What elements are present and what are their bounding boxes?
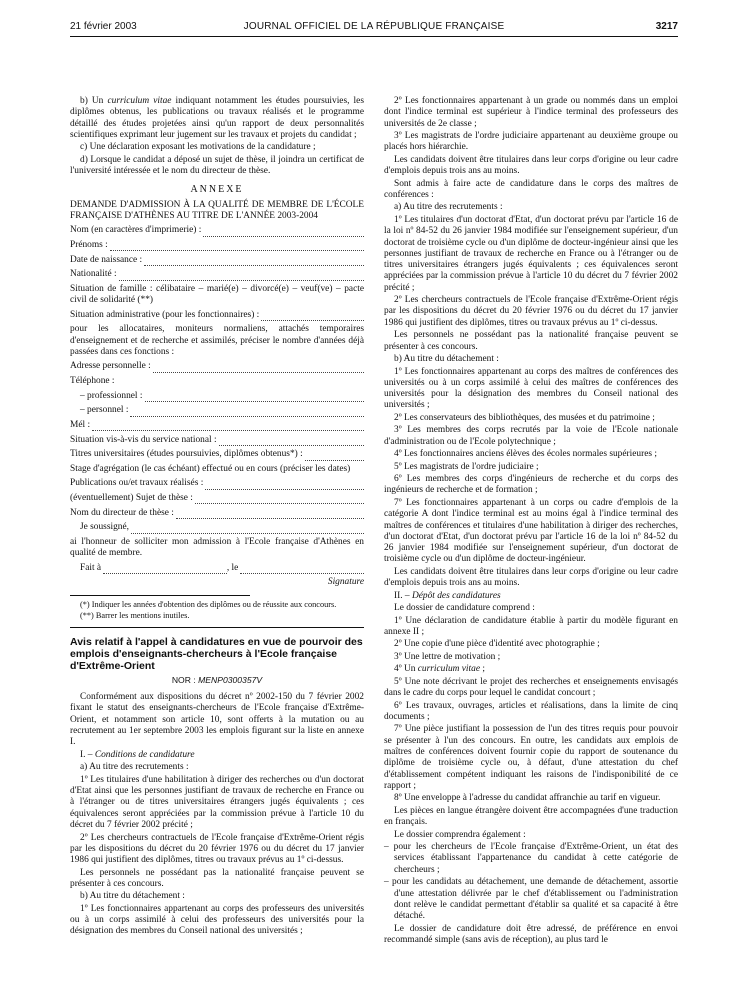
section-separator: [70, 627, 364, 628]
form-directeur: Nom du directeur de thèse :: [70, 508, 364, 519]
intro-d: d) Lorsque le candidat a déposé un sujet de thèse, il joindra un certificat de l'université intéressée et le nom du directeur de thèse.: [70, 154, 364, 177]
right-para-10: 1º Les fonctionnaires appartenant au corps des maîtres de conférences des universités ou à un corps assimilé à celui des maîtres de conférences des universités pour la désignation des membres du Conseil national des universités ;: [384, 366, 678, 411]
right-para-9: b) Au titre du détachement :: [394, 354, 499, 365]
form-administrative: Situation administrative (pour les fonctionnaires) :: [70, 310, 364, 321]
right-para-6: 1º Les titulaires d'un doctorat d'Etat, d'un doctorat prévu par l'article 16 de la loi nº 84-52 du 26 janvier 1984 modifiée sur l'enseignement supérieur, d'un doctorat de troisième cycle ou d'un diplôme de docteur-ingénieur ainsi que les personnes justifiant de travaux de recherche en France ou à l'étranger ou de titres universitaires étrangers jugés équivalents ; ces équivalences seront appréciées par la commission prévue à l'article 10 du décret du 7 février 2002 précité ;: [384, 214, 678, 293]
form-prenoms: Prénoms :: [70, 240, 364, 251]
right-para-14: 5º Les magistrats de l'ordre judiciaire ;: [394, 461, 539, 472]
section-1-heading: I. – Conditions de candidature: [80, 749, 195, 760]
right-para-17: Les candidats doivent être titulaires dans leur corps d'origine ou leur cadre d'emplois depuis trois ans au moins.: [384, 566, 678, 589]
form-honneur: ai l'honneur de solliciter mon admission à l'Ecole française d'Athènes en qualité de membre.: [70, 537, 364, 559]
page-header: [70, 18, 678, 36]
right-para-12: 3º Les membres des corps recrutés par la voie de l'Ecole nationale d'administration ou de l'Ecole polytechnique ;: [384, 425, 678, 447]
left-item-2: 2º Les chercheurs contractuels de l'Ecole française d'Extrême-Orient régis par les dispositions du décret du 20 février 1976 ou du décret du 17 janvier 1986 qui justifient des diplômes, titres ou travaux prévus au 1º ci-dessus.: [70, 832, 364, 866]
right-para-22: 4º Un curriculum vitae ;: [394, 664, 485, 675]
demande-title: DEMANDE D'ADMISSION À LA QUALITÉ DE MEMBRE DE L'ÉCOLE FRANÇAISE D'ATHÈNES AU TITRE DE L'ANNÉE 2003-2004: [70, 199, 364, 222]
form-nationalite: Nationalité :: [70, 269, 364, 280]
right-para-25: 7º Une pièce justifiant la possession de l'un des titres requis pour pouvoir se présenter à l'un des concours. En outre, les candidats aux emplois de maîtres de conférences doivent fournir copie du rapport de soutenance du diplôme de troisième cycle ou, à défaut, d'une attestation du chef d'établissement compétent indiquant les raisons de l'indisponibilité de ce rapport ;: [384, 724, 678, 791]
form-mel: Mél :: [70, 420, 364, 431]
b-detachement: b) Au titre du détachement :: [80, 891, 185, 902]
form-sujet: (éventuellement) Sujet de thèse :: [70, 493, 364, 504]
right-para-27: Les pièces en langue étrangère doivent être accompagnées d'une traduction en français.: [384, 805, 678, 828]
right-para-4: Sont admis à faire acte de candidature dans le corps des maîtres de conférences :: [384, 178, 678, 200]
annexe-title: ANNEXE: [190, 184, 244, 196]
footnote-1: (*) Indiquer les années d'obtention des diplômes ou de réussite aux concours.: [80, 599, 337, 609]
right-para-2: 3º Les magistrats de l'ordre judiciaire appartenant au deuxième groupe ou placés hors hiérarchie.: [384, 131, 678, 153]
footnote-2: (**) Barrer les mentions inutiles.: [80, 610, 190, 620]
intro-c: c) Une déclaration exposant les motivations de la candidature ;: [80, 142, 316, 153]
right-para-13: 4º Les fonctionnaires anciens élèves des écoles normales supérieures ;: [394, 449, 657, 460]
conformement-paragraph: Conformément aux dispositions du décret nº 2002-150 du 7 février 2002 fixant le statut des enseignants-chercheurs de l'Ecole française d'Extrême-Orient, et notamment son article 10, sont offerts à la mutation ou au recrutement au 1er septembre 2003 les emplois figurant sur la liste en annexe I.: [70, 692, 364, 748]
right-para-24: 6º Les travaux, ouvrages, articles et réalisations, dans la limite de cinq documents ;: [384, 700, 678, 722]
left-item-1: 1º Les titulaires d'une habilitation à diriger des recherches ou d'un doctorat d'Etat ainsi que les personnes justifiant de travaux de recherche en France ou à l'étranger ou de titres universitaires étrangers jugés équivalents ; ces équivalences seront appréciées par la commission prévue à l'article 10 du décret du 7 février 2002 précité ;: [70, 774, 364, 831]
header-rule: [70, 36, 678, 37]
form-personnel: – personnel :: [70, 405, 364, 416]
section-2-heading: II. – Dépôt des candidatures: [394, 590, 501, 601]
right-para-7: 2º Les chercheurs contractuels de l'Ecole française d'Extrême-Orient régis par les dispositions du décret du 20 février 1976 ou du décret du 17 janvier 1986 qui justifient des diplômes, titres ou travaux prévus au 1º ci-dessus.: [384, 295, 678, 328]
form-naissance: Date de naissance :: [70, 255, 364, 266]
right-para-26: 8º Une enveloppe à l'adresse du candidat affranchie au tarif en vigueur.: [394, 793, 661, 804]
avis-title: Avis relatif à l'appel à candidatures en vue de pourvoir des emplois d'enseignants-chercheurs à l'Ecole française d'Extrême-Orient: [70, 635, 363, 672]
form-signature: Signature: [327, 577, 364, 588]
header-journal-title: JOURNAL OFFICIEL DE LA RÉPUBLIQUE FRANÇAISE: [243, 21, 505, 32]
right-para-1: 2º Les fonctionnaires appartenant à un grade ou nommés dans un emploi dont l'indice terminal est supérieur à l'indice terminal des professeurs des universités de 2e classe ;: [384, 96, 678, 129]
right-para-30: – pour les candidats au détachement, une demande de détachement, assortie d'une attestation délivrée par le chef d'établissement ou l'administration dont relève le candidat permettant d'établir sa qualité et sa capacité à être détaché.: [384, 877, 678, 922]
right-para-5: a) Au titre des recrutements :: [394, 202, 503, 213]
form-titres: Titres universitaires (études poursuivies, diplômes obtenus*) :: [70, 449, 364, 460]
form-adresse: Adresse personnelle :: [70, 361, 364, 372]
right-para-3: Les candidats doivent être titulaires dans leur corps d'origine ou leur cadre d'emplois depuis trois ans au moins.: [384, 154, 678, 177]
form-professionnel: – professionnel :: [70, 391, 364, 402]
form-service-national: Situation vis-à-vis du service national :: [70, 435, 364, 446]
nor-reference: NOR : MENP0300357V: [171, 674, 263, 685]
intro-b: b) Un curriculum vitae indiquant notamment les études poursuivies, les diplômes obtenus, les publications ou travaux réalisés et le programme détaillé des études projetées ainsi qu'un rapport de deux personnalités scientifiques exprimant leur jugement sur les travaux et projets du candidat ;: [70, 96, 364, 140]
form-soussigne: Je soussigné,: [70, 522, 364, 533]
form-allocataires: pour les allocataires, moniteurs normaliens, attachés temporaires d'enseignement et de recherche et assimilés, préciser le nombre d'années déjà passées dans ces fonctions :: [70, 324, 364, 357]
form-publications: Publications ou/et travaux réalisés :: [70, 478, 364, 489]
form-nom: Nom (en caractères d'imprimerie) :: [70, 225, 364, 236]
left-column: [70, 96, 364, 939]
right-para-19: 1º Une déclaration de candidature établie à partir du modèle figurant en annexe II ;: [384, 615, 678, 637]
right-para-28: Le dossier comprendra également :: [394, 829, 526, 840]
application-form: [70, 225, 364, 588]
right-para-31: Le dossier de candidature doit être adressé, de préférence en envoi recommandé simple (sans avis de réception), au plus tard le: [384, 923, 678, 945]
right-para-16: 7º Les fonctionnaires appartenant à un corps ou cadre d'emplois de la catégorie A dont l'indice terminal est au moins égal à l'indice terminal des maîtres de conférences et titulaires d'une habilitation à diriger des recherches, d'un doctorat d'Etat, d'un doctorat prévu par l'article 16 de la loi nº 84-52 du 26 janvier 1984 modifiée sur l'enseignement supérieur, d'un doctorat de troisième cycle ou d'un diplôme de docteur-ingénieur.: [384, 497, 678, 565]
left-personnels: Les personnels ne possédant pas la nationalité française peuvent se présenter à ces concours.: [70, 867, 364, 889]
footnote-rule: [70, 595, 250, 596]
form-telephone: Téléphone :: [70, 375, 115, 386]
a-recrutements: a) Au titre des recrutements :: [80, 762, 189, 773]
header-page-number: 3217: [655, 21, 678, 32]
right-para-21: 3º Une lettre de motivation ;: [394, 651, 501, 662]
header-date: 21 février 2003: [70, 21, 137, 32]
right-para-18: Le dossier de candidature comprend :: [394, 603, 535, 614]
right-para-8: Les personnels ne possédant pas la nationalité française peuvent se présenter à ces concours.: [384, 330, 678, 352]
form-fait: Fait à , le: [70, 563, 364, 574]
right-para-11: 2º Les conservateurs des bibliothèques, des musées et du patrimoine ;: [394, 412, 655, 423]
right-column: [384, 96, 678, 947]
form-famille: Situation de famille : célibataire – marié(e) – divorcé(e) – veuf(ve) – pacte civil de solidarité (**): [70, 284, 364, 306]
right-para-29: – pour les chercheurs de l'Ecole française d'Extrême-Orient, un état des services établissant l'appartenance du candidat à cette catégorie de chercheurs ;: [384, 842, 678, 875]
right-para-20: 2º Une copie d'une pièce d'identité avec photographie ;: [394, 639, 600, 650]
right-para-15: 6º Les membres des corps d'ingénieurs de recherche et du corps des ingénieurs de recherche et de formation ;: [384, 474, 678, 496]
form-stage: Stage d'agrégation (le cas échéant) effectué ou en cours (préciser les dates): [70, 464, 351, 475]
left-fonctionnaires: 1º Les fonctionnaires appartenant au corps des professeurs des universités ou à un corps assimilé à celui des professeurs des universités pour la désignation des membres du Conseil national des universités ;: [70, 903, 364, 937]
right-para-23: 5º Une note décrivant le projet des recherches et enseignements envisagés dans le cadre du corps pour lequel le candidat concourt ;: [384, 676, 678, 699]
